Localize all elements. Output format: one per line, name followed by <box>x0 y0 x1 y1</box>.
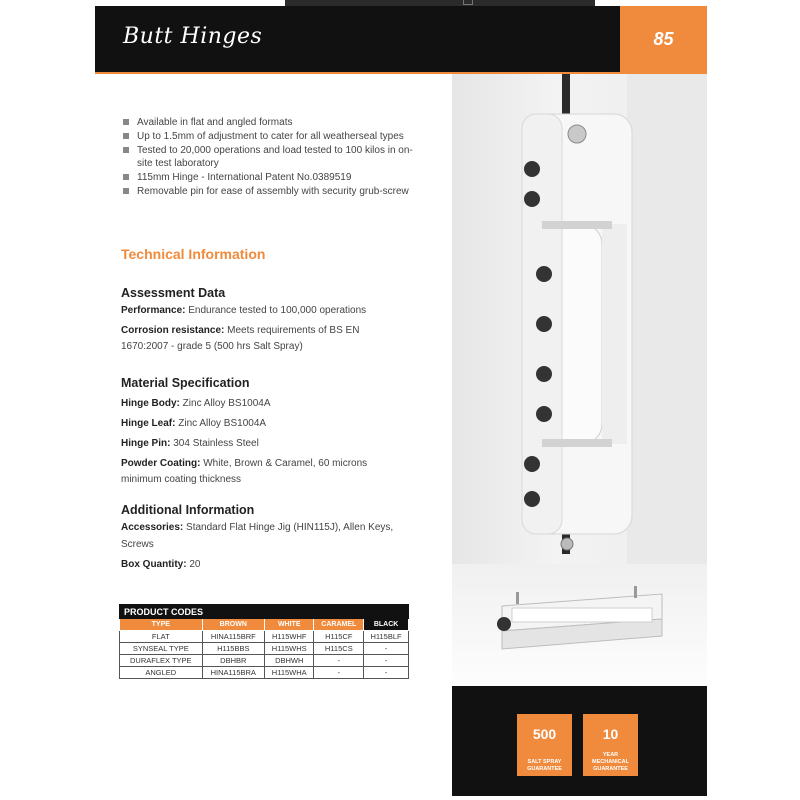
salt-spray-line1: SALT SPRAY <box>527 759 562 765</box>
corrosion-line: Corrosion resistance: Meets requirements of BS EN <box>121 325 360 336</box>
bullet-square-icon <box>123 133 129 139</box>
table-cell: HINA115BRA <box>202 667 264 679</box>
table-cell: - <box>314 667 364 679</box>
table-cell: FLAT <box>120 631 203 643</box>
performance-line: Performance: Endurance tested to 100,000 operations <box>121 305 367 316</box>
column-header: BLACK <box>364 619 409 631</box>
table-cell: - <box>314 655 364 667</box>
corrosion-line-2: 1670:2007 - grade 5 (500 hrs Salt Spray) <box>121 341 303 352</box>
table-row <box>120 667 409 679</box>
table-row <box>120 631 409 643</box>
table-cell: H115CF <box>314 631 364 643</box>
assessment-heading: Assessment Data <box>121 286 226 300</box>
mechanical-line2: GUARANTEE <box>593 766 628 772</box>
catalog-page <box>95 6 707 796</box>
column-header: TYPE <box>120 619 203 631</box>
page-number: 85 <box>620 6 707 72</box>
page-header <box>95 6 707 72</box>
table-cell: HINA115BRF <box>202 631 264 643</box>
table-cell: H115WHF <box>265 631 314 643</box>
table-cell: H115BLF <box>364 631 409 643</box>
table-cell: DBHBR <box>202 655 264 667</box>
angled-hinge-illustration <box>452 564 707 686</box>
powder-coating-line-2: minimum coating thickness <box>121 474 242 485</box>
material-heading: Material Specification <box>121 376 250 390</box>
frame-left <box>0 0 95 800</box>
product-codes-table <box>119 604 409 679</box>
list-item: Tested to 20,000 operations and load tested to 100 kilos in on-site test laboratory <box>123 144 423 170</box>
mechanical-guarantee-badge <box>583 714 638 776</box>
table-cell: H115WHA <box>265 667 314 679</box>
table-header-row <box>120 619 409 631</box>
bullet-square-icon <box>123 147 129 153</box>
table-cell: DBHWH <box>265 655 314 667</box>
table-cell: SYNSEAL TYPE <box>120 643 203 655</box>
table-cell: - <box>364 643 409 655</box>
bullet-square-icon <box>123 174 129 180</box>
technical-heading: Technical Information <box>121 246 266 262</box>
list-item: 115mm Hinge - International Patent No.0389519 <box>123 171 423 184</box>
table-cell: - <box>364 667 409 679</box>
hinge-body-line: Hinge Body: Zinc Alloy BS1004A <box>121 398 271 409</box>
table-cell: - <box>364 655 409 667</box>
table-cell: H115BBS <box>202 643 264 655</box>
table-caption: PRODUCT CODES <box>120 605 364 619</box>
bullet-square-icon <box>123 119 129 125</box>
salt-spray-guarantee-badge <box>517 714 572 776</box>
table-cell: H115CS <box>314 643 364 655</box>
column-header: BROWN <box>202 619 264 631</box>
feature-list <box>123 116 423 199</box>
column-header: WHITE <box>265 619 314 631</box>
bullet-square-icon <box>123 188 129 194</box>
salt-spray-line2: GUARANTEE <box>527 766 562 772</box>
powder-coating-line: Powder Coating: White, Brown & Caramel, 60 microns <box>121 458 368 469</box>
accessories-line-2: Screws <box>121 539 154 550</box>
salt-spray-number: 500 <box>532 726 557 742</box>
additional-heading: Additional Information <box>121 503 255 517</box>
checkbox-icon[interactable] <box>463 0 473 5</box>
hinge-pin-line: Hinge Pin: 304 Stainless Steel <box>121 438 259 449</box>
table-row <box>120 643 409 655</box>
table-cell: ANGLED <box>120 667 203 679</box>
mechanical-number: 10 <box>602 726 619 742</box>
list-item: Up to 1.5mm of adjustment to cater for all weatherseal types <box>123 130 423 143</box>
mechanical-unit: YEAR <box>602 752 619 758</box>
frame-bottom <box>95 796 707 800</box>
table-cell: H115WHS <box>265 643 314 655</box>
list-item: Removable pin for ease of assembly with security grub-screw <box>123 185 423 198</box>
list-item: Available in flat and angled formats <box>123 116 423 129</box>
mechanical-line1: MECHANICAL <box>592 759 629 765</box>
accessories-line: Accessories: Standard Flat Hinge Jig (HIN115J), Allen Keys, <box>121 522 394 533</box>
hinge-leaf-line: Hinge Leaf: Zinc Alloy BS1004A <box>121 418 267 429</box>
table-caption-filler <box>364 605 409 619</box>
frame-right <box>707 0 800 800</box>
page-title: Butt Hinges <box>123 24 263 49</box>
guarantee-band <box>452 686 707 796</box>
table-cell: DURAFLEX TYPE <box>120 655 203 667</box>
column-header: CARAMEL <box>314 619 364 631</box>
hinge-photo-angled <box>452 564 707 686</box>
box-quantity-line: Box Quantity: 20 <box>121 559 201 570</box>
table-row <box>120 655 409 667</box>
table-caption-row <box>120 605 409 619</box>
